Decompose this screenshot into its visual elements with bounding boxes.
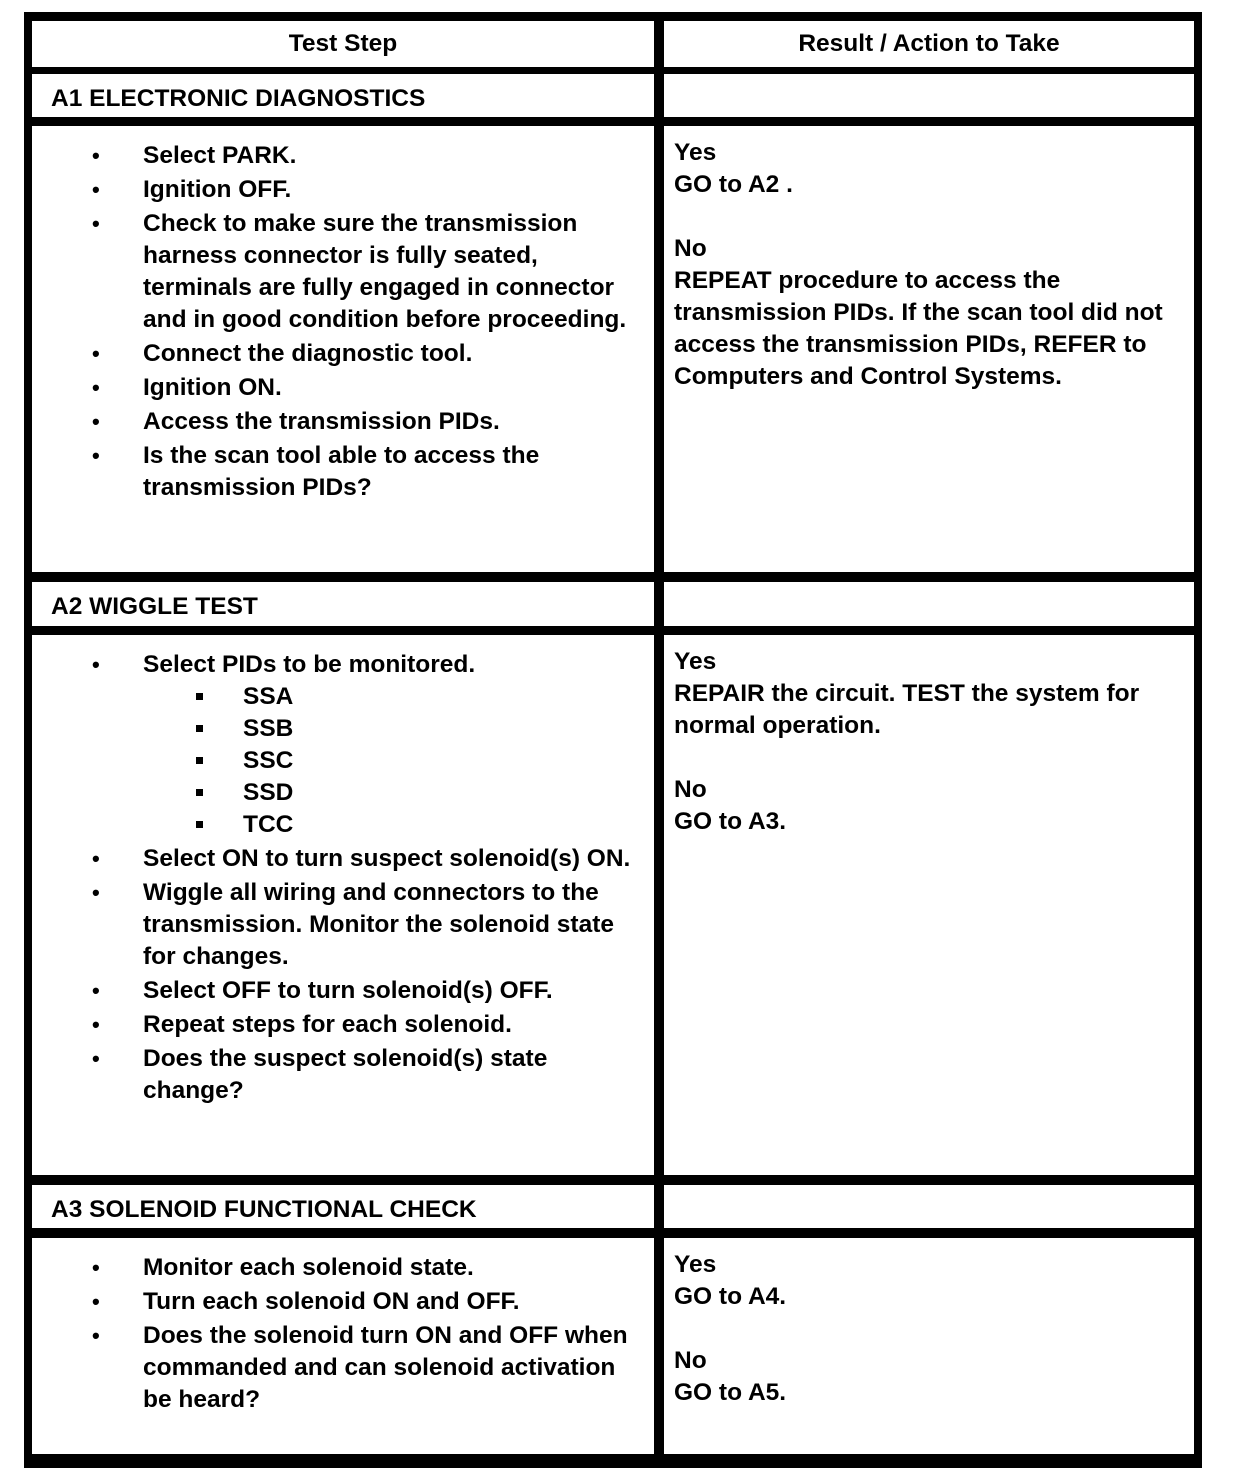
pid-item: TCC bbox=[32, 809, 644, 841]
a3-steps bbox=[32, 1238, 654, 1454]
a3-no-action: GO to A5. bbox=[674, 1379, 787, 1406]
a2-pid-list bbox=[32, 681, 644, 841]
diagnostic-table bbox=[24, 12, 1202, 1468]
a3-step-list bbox=[32, 1252, 644, 1416]
list-item: • Access the transmission PIDs. bbox=[32, 406, 644, 438]
a1-yes-label: Yes bbox=[674, 139, 717, 166]
section-title-a2 bbox=[32, 582, 654, 626]
list-item: • Select OFF to turn solenoid(s) OFF. bbox=[32, 975, 644, 1007]
list-item: • Monitor each solenoid state. bbox=[32, 1252, 644, 1284]
a2-no-label: No bbox=[674, 776, 707, 803]
pid-item: SSD bbox=[32, 777, 644, 809]
a3-yes-label: Yes bbox=[674, 1251, 717, 1278]
list-item: • Check to make sure the transmission harness connector is fully seated, terminals are fully engaged in connector and in good condition before proceeding. bbox=[32, 208, 644, 336]
a3-yes-action: GO to A4. bbox=[674, 1283, 787, 1310]
a1-step-list bbox=[32, 140, 644, 504]
list-item: • Select ON to turn suspect solenoid(s) ON. bbox=[32, 843, 644, 875]
section-title-a1 bbox=[32, 74, 654, 117]
a3-result bbox=[664, 1238, 1194, 1454]
pid-item: SSA bbox=[32, 681, 644, 713]
a2-step-list-rest bbox=[32, 843, 644, 1107]
header-test-step bbox=[32, 21, 654, 67]
a2-step-list bbox=[32, 649, 644, 681]
section-title-a1-empty bbox=[664, 74, 1194, 117]
list-item: • Is the scan tool able to access the transmission PIDs? bbox=[32, 440, 644, 504]
a1-no-label: No bbox=[674, 235, 707, 262]
section-title-a2-label: A2 WIGGLE TEST bbox=[51, 593, 258, 620]
list-item: • Ignition OFF. bbox=[32, 174, 644, 206]
list-item: • Select PARK. bbox=[32, 140, 644, 172]
list-item: • Ignition ON. bbox=[32, 372, 644, 404]
header-result-action bbox=[664, 21, 1194, 67]
pid-item: SSB bbox=[32, 713, 644, 745]
section-title-a3-label: A3 SOLENOID FUNCTIONAL CHECK bbox=[51, 1196, 477, 1223]
list-item: • Wiggle all wiring and connectors to the transmission. Monitor the solenoid state for changes. bbox=[32, 877, 644, 973]
section-title-a3-empty bbox=[664, 1185, 1194, 1228]
a2-no-action: GO to A3. bbox=[674, 808, 787, 835]
a2-result bbox=[664, 635, 1194, 1175]
header-result-action-label: Result / Action to Take bbox=[798, 30, 1060, 57]
list-item: • Does the suspect solenoid(s) state change? bbox=[32, 1043, 644, 1107]
list-item: • Turn each solenoid ON and OFF. bbox=[32, 1286, 644, 1318]
list-item: • Repeat steps for each solenoid. bbox=[32, 1009, 644, 1041]
header-test-step-label: Test Step bbox=[288, 30, 398, 57]
a2-yes-action: REPAIR the circuit. TEST the system for normal operation. bbox=[674, 680, 1140, 739]
a2-steps bbox=[32, 635, 654, 1175]
section-title-a3 bbox=[32, 1185, 654, 1228]
section-title-a1-label: A1 ELECTRONIC DIAGNOSTICS bbox=[51, 85, 426, 112]
list-item: • Connect the diagnostic tool. bbox=[32, 338, 644, 370]
list-item: • Does the solenoid turn ON and OFF when commanded and can solenoid activation be heard? bbox=[32, 1320, 644, 1416]
a1-result bbox=[664, 126, 1194, 572]
a1-no-action: REPEAT procedure to access the transmission PIDs. If the scan tool did not access the transmission PIDs, REFER to Computers and Control Systems. bbox=[674, 267, 1163, 390]
a1-yes-action: GO to A2 . bbox=[674, 171, 793, 198]
a3-no-label: No bbox=[674, 1347, 707, 1374]
list-item: • Select PIDs to be monitored. bbox=[32, 649, 644, 681]
a2-yes-label: Yes bbox=[674, 648, 717, 675]
section-title-a2-empty bbox=[664, 582, 1194, 626]
a1-steps bbox=[32, 126, 654, 572]
pid-item: SSC bbox=[32, 745, 644, 777]
